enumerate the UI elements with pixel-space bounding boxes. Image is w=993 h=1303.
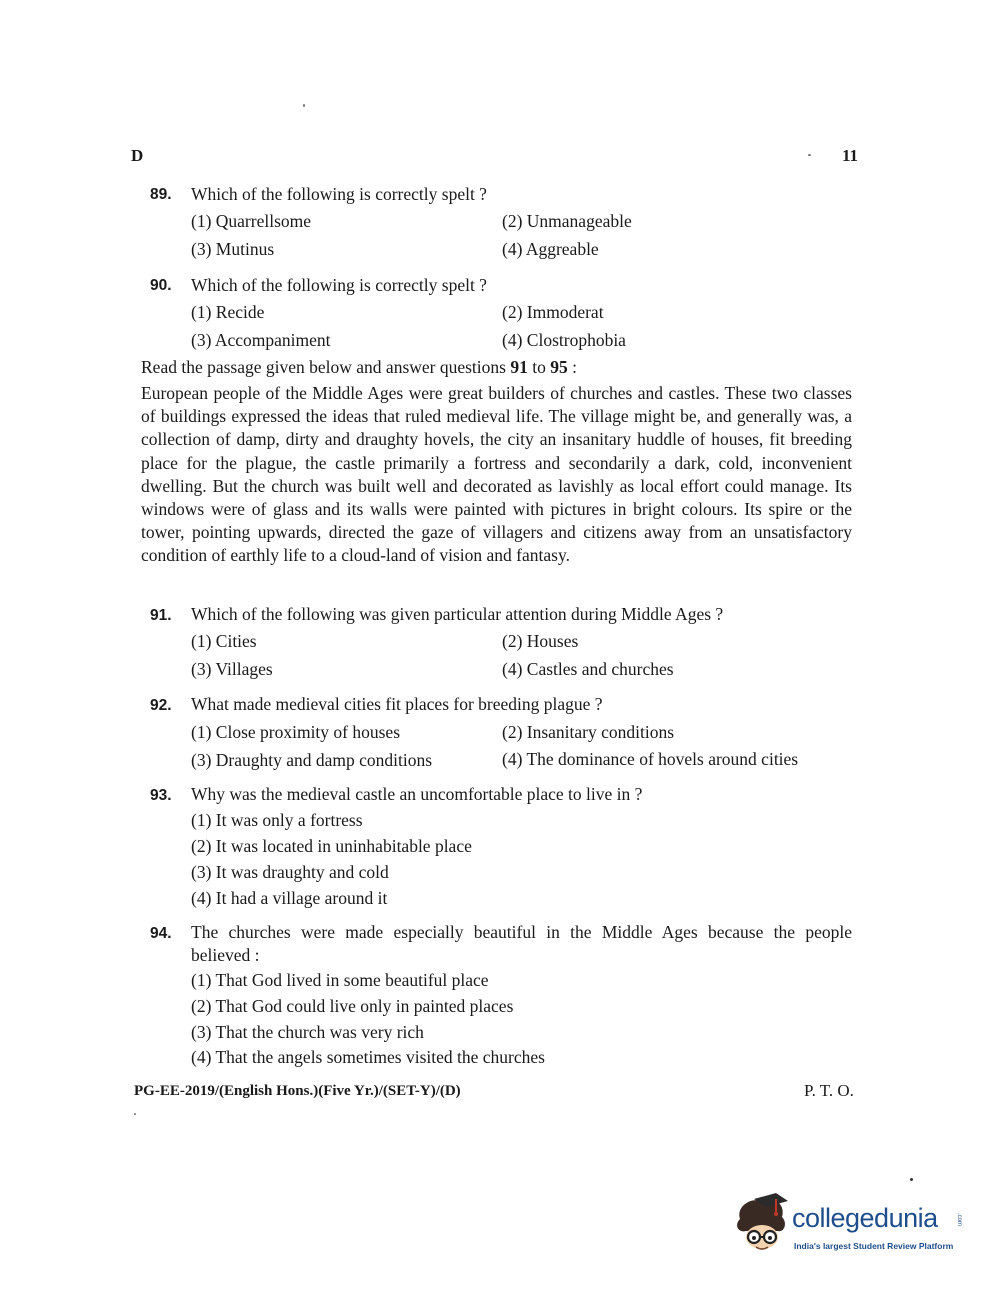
instruction-suffix: : (567, 357, 577, 377)
question-text: What made medieval cities fit places for breeding plague ? (191, 694, 603, 714)
option-1: (1) Close proximity of houses (191, 722, 401, 742)
option-4: (4) That the angels sometimes visited the churches (191, 1047, 545, 1067)
instruction-prefix: Read the passage given below and answer questions (141, 357, 511, 377)
instruction-mid: to (527, 357, 551, 377)
question-text-line-1: The churches were made especially beautiful in the Middle Ages because the people (191, 922, 852, 942)
question-text: Why was the medieval castle an uncomfortable place to live in ? (191, 784, 643, 804)
option-2: (2) It was located in uninhabitable place (191, 836, 472, 856)
option-1: (1) Cities (191, 631, 257, 651)
option-4: (4) Castles and churches (502, 659, 674, 679)
scan-speck (134, 1113, 136, 1115)
question-text: Which of the following was given particular attention during Middle Ages ? (191, 604, 724, 624)
question-number: 92. (150, 697, 172, 714)
brand-tld: .com (956, 1213, 962, 1227)
question-text: Which of the following is correctly spelt ? (191, 275, 487, 295)
question-text: Which of the following is correctly spelt ? (191, 184, 487, 204)
option-2: (2) That God could live only in painted places (191, 996, 514, 1016)
brand-name: collegedunia (792, 1203, 938, 1233)
question-number: 94. (150, 925, 172, 942)
option-1: (1) Recide (191, 302, 265, 322)
passage-instruction (141, 357, 577, 378)
option-3: (3) Mutinus (191, 239, 275, 259)
pto-label: P. T. O. (804, 1081, 854, 1100)
instruction-start: 91 (510, 357, 528, 377)
scan-speck (808, 154, 811, 156)
set-letter: D (131, 146, 144, 165)
question-number: 91. (150, 607, 172, 624)
scan-speck (303, 104, 305, 107)
brand-tagline: India's largest Student Review Platform (794, 1241, 954, 1251)
option-2: (2) Immoderat (502, 302, 604, 322)
option-3: (3) Accompaniment (191, 330, 331, 350)
collegedunia-watermark (732, 1193, 962, 1263)
option-2: (2) Insanitary conditions (502, 722, 675, 742)
instruction-end: 95 (550, 357, 568, 377)
question-number: 89. (150, 186, 172, 203)
scan-speck (910, 1178, 913, 1181)
option-3: (3) Draughty and damp conditions (191, 750, 433, 770)
option-4: (4) Clostrophobia (502, 330, 626, 350)
page-number: 11 (842, 146, 859, 165)
option-2: (2) Unmanageable (502, 211, 632, 231)
option-3: (3) It was draughty and cold (191, 862, 389, 882)
option-1: (1) Quarrellsome (191, 211, 312, 231)
option-2: (2) Houses (502, 631, 579, 651)
option-3: (3) Villages (191, 659, 273, 679)
option-1: (1) It was only a fortress (191, 810, 363, 830)
option-3: (3) That the church was very rich (191, 1022, 424, 1042)
question-number: 93. (150, 787, 172, 804)
question-text-line-2: believed : (191, 945, 260, 965)
paper-code: PG-EE-2019/(English Hons.)(Five Yr.)/(SET-Y)/(D) (134, 1083, 461, 1099)
option-4: (4) The dominance of hovels around cities (502, 749, 799, 769)
passage-text: European people of the Middle Ages were great builders of churches and castles. These two classes of buildings expressed the ideas that ruled medieval life. The village might be, and generally was, a collection of damp, dirty and draughty hovels, the city an insanitary huddle of houses, fit breeding place for the plague, the castle primarily a fortress and secondarily a dark, cold, inconvenient dwelling. But the church was built well and decorated as lavishly as local effort could manage. Its windows were of glass and its walls were painted with pictures in bright colours. Its spire or the tower, pointing upwards, directed the gaze of villagers and citizens away from an unsatisfactory condition of earthly life to a cloud-land of vision and fantasy. (141, 383, 852, 566)
student-mascot-icon (732, 1193, 792, 1259)
question-number: 90. (150, 277, 172, 294)
option-4: (4) Aggreable (502, 239, 599, 259)
option-4: (4) It had a village around it (191, 888, 388, 908)
option-1: (1) That God lived in some beautiful place (191, 970, 489, 990)
